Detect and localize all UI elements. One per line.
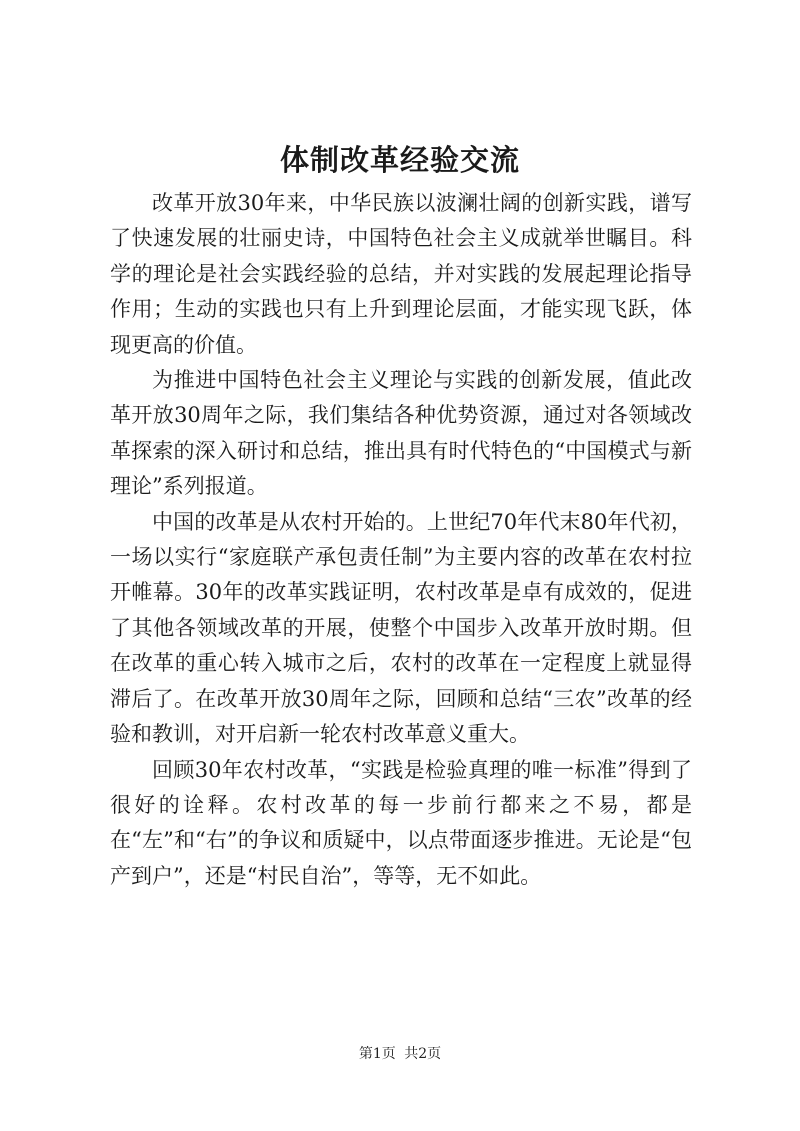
paragraph-1: 改革开放30年来，中华民族以波澜壮阔的创新实践，谱写了快速发展的壮丽史诗，中国特色社会主义成就举世瞩目。科学的理论是社会实践经验的总结，并对实践的发展起理论指导作用；生动的实践也只有上升到理论层面，才能实现飞跃，体现更高的价值。 — [110, 191, 692, 357]
paragraph-3: 中国的改革是从农村开始的。上世纪70年代末80年代初，一场以实行“家庭联产承包责任制”为主要内容的改革在农村拉开帷幕。30年的改革实践证明，农村改革是卓有成效的，促进了其他各领域改革的开展，使整个中国步入改革开放时期。但在改革的重心转入城市之后，农村的改革在一定程度上就显得滞后了。在改革开放30周年之际，回顾和总结“三农”改革的经验和教训，对开启新一轮农村改革意义重大。 — [110, 509, 692, 747]
page-footer — [0, 1044, 800, 1064]
paragraph-4: 回顾30年农村改革，“实践是检验真理的唯一标准”得到了很好的诠释。农村改革的每一步前行都来之不易，都是在“左”和“右”的争议和质疑中，以点带面逐步推进。无论是“包产到户”，还是“村民自治”，等等，无不如此。 — [110, 757, 692, 888]
paragraph-2: 为推进中国特色社会主义理论与实践的创新发展，值此改革开放30周年之际，我们集结各种优势资源，通过对各领域改革探索的深入研讨和总结，推出具有时代特色的“中国模式与新理论”系列报道。 — [110, 368, 692, 499]
document-title: 体制改革经验交流 — [279, 143, 520, 177]
page-total: 共2页 — [404, 1046, 442, 1062]
page-number: 第1页 — [358, 1046, 396, 1062]
document-body — [110, 186, 692, 894]
